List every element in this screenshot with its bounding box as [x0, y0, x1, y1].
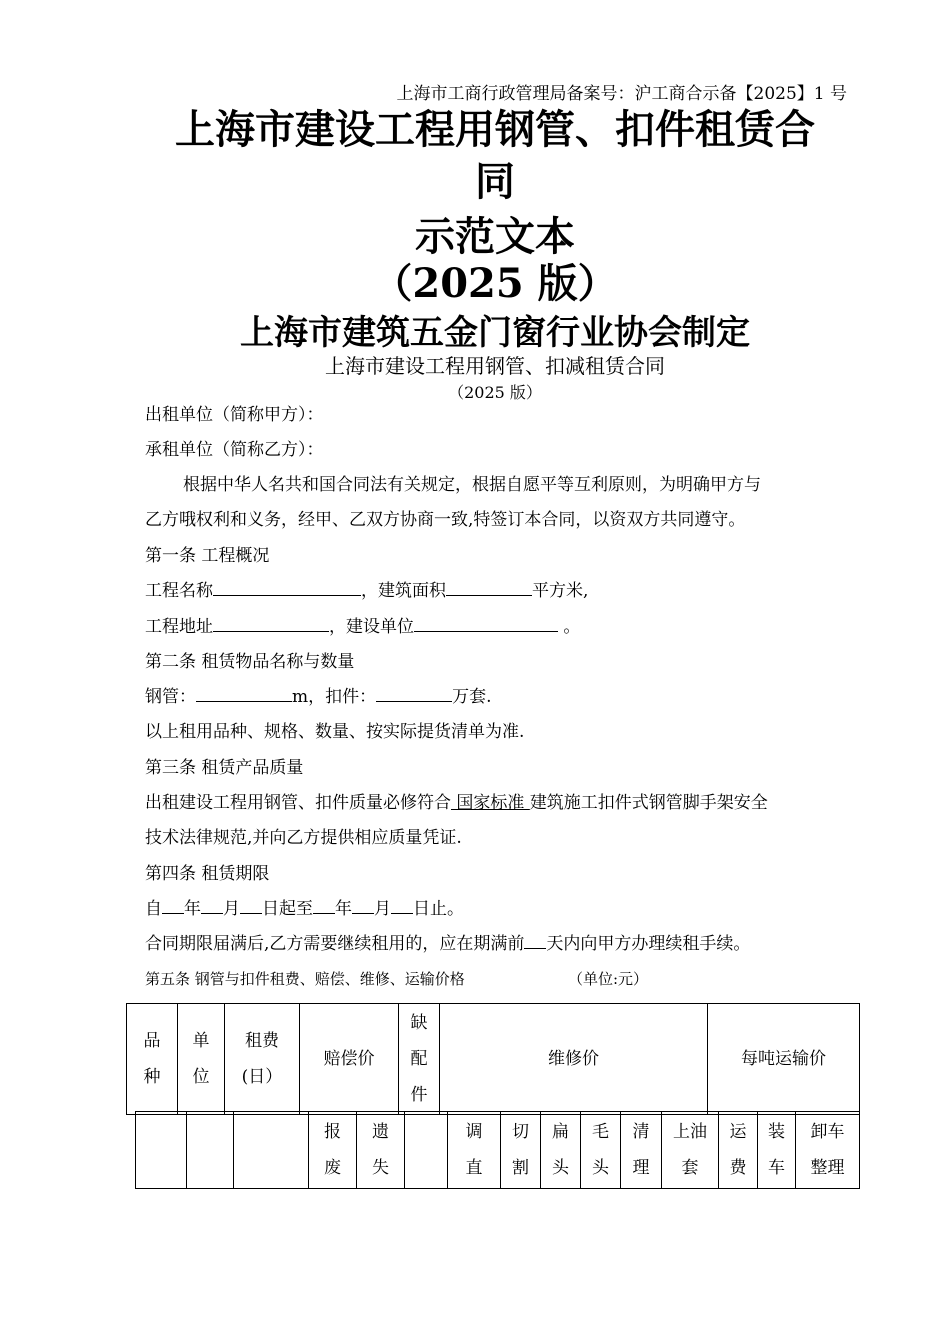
header-unit: 单 位 [178, 1004, 225, 1115]
builder-label: ，建设单位 [329, 617, 414, 637]
article-4-renewal-line [145, 927, 855, 962]
header-variety: 品 种 [127, 1004, 178, 1115]
sub-unit-cell [187, 1112, 234, 1189]
article-5-title: 第五条 钢管与扣件租费、赔偿、维修、运输价格 [145, 970, 465, 988]
end-day-blank[interactable] [391, 893, 413, 914]
price-table-header [126, 1003, 860, 1115]
party-b-line: 承租单位（简称乙方）： [145, 440, 324, 460]
project-name-label: 工程名称 [145, 581, 213, 601]
header-missing-parts: 缺 配 件 [399, 1004, 440, 1115]
article-3-title: 第三条 租赁产品质量 [145, 758, 304, 778]
project-address-blank[interactable] [213, 611, 329, 632]
sub-missing-cell [405, 1112, 448, 1189]
pipe-length-blank[interactable] [196, 681, 292, 702]
sub-variety-cell [136, 1112, 187, 1189]
subtitle-edition: （2025 版） [448, 383, 542, 402]
national-standard: 国家标准 [451, 793, 530, 813]
sub-clean: 清 理 [621, 1112, 662, 1189]
end-label: 日止。 [413, 899, 464, 919]
sub-straighten: 调 直 [448, 1112, 501, 1189]
project-name-blank[interactable] [213, 575, 361, 596]
year-label: 年 [184, 899, 201, 919]
title-line-1: 上海市建设工程用钢管、扣件租赁合 [175, 106, 815, 153]
end-year-blank[interactable] [313, 893, 335, 914]
preamble-line-1: 根据中华人名共和国合同法有关规定，根据自愿平等互利原则，为明确甲方与 [183, 475, 761, 495]
year-label-2: 年 [335, 899, 352, 919]
building-area-blank[interactable] [446, 575, 532, 596]
price-table-subheader [135, 1111, 860, 1189]
sub-loading: 装 车 [758, 1112, 796, 1189]
sub-cut: 切 割 [501, 1112, 541, 1189]
sub-burr-end: 毛 头 [581, 1112, 621, 1189]
header-compensation: 赔偿价 [300, 1004, 399, 1115]
start-month-blank[interactable] [201, 893, 223, 914]
article-3-line-2: 技术法律规范,并向乙方提供相应质量凭证. [145, 828, 462, 848]
article-2-quantity-line [145, 680, 855, 715]
sub-rent-cell [234, 1112, 309, 1189]
quality-text-a: 出租建设工程用钢管、扣件质量必修符合 [145, 793, 451, 813]
header-transport: 每吨运输价 [708, 1004, 860, 1115]
title-line-2: 同 [475, 158, 515, 205]
article-1-project-line [145, 574, 855, 609]
article-3-line-1 [145, 786, 860, 821]
end-month-blank[interactable] [352, 893, 374, 914]
fitting-unit: 万套. [452, 687, 492, 707]
title-line-3: 示范文本 [415, 213, 575, 260]
subtitle: 上海市建设工程用钢管、扣减租赁合同 [325, 354, 665, 378]
renewal-days-blank[interactable] [524, 928, 546, 949]
builder-blank[interactable] [414, 611, 558, 632]
sub-oil-sleeve: 上油 套 [662, 1112, 719, 1189]
article-5-unit: （单位:元） [568, 970, 649, 988]
organization: 上海市建筑五金门窗行业协会制定 [240, 313, 750, 353]
article-1-title: 第一条 工程概况 [145, 546, 270, 566]
renewal-text-a: 合同期限届满后,乙方需要继续租用的，应在期满前 [145, 934, 525, 954]
area-unit: 平方米, [532, 581, 589, 601]
sub-freight: 运 费 [719, 1112, 758, 1189]
sub-flat-end: 扁 头 [541, 1112, 581, 1189]
building-area-label: ，建筑面积 [361, 581, 446, 601]
article-4-period-line [145, 892, 855, 927]
article-1-address-line [145, 610, 855, 645]
sub-unloading: 卸车 整理 [796, 1112, 860, 1189]
preamble-line-2: 乙方哦权利和义务，经甲、乙双方协商一致,特签订本合同，以资双方共同遵守。 [145, 510, 746, 530]
article-4-title: 第四条 租赁期限 [145, 864, 270, 884]
header-rent: 租费 (日） [225, 1004, 300, 1115]
sentence-end: 。 [558, 617, 581, 637]
from-label: 自 [145, 899, 162, 919]
article-2-title: 第二条 租赁物品名称与数量 [145, 652, 355, 672]
article-2-note: 以上租用品种、规格、数量、按实际提货清单为准. [145, 722, 525, 742]
pipe-label: 钢管： [145, 687, 196, 707]
renewal-text-b: 天内向甲方办理续租手续。 [546, 934, 751, 954]
title-edition: （2025 版） [372, 260, 618, 307]
filing-number: 上海市工商行政管理局备案号：沪工商合示备【2025】1 号 [396, 84, 847, 104]
month-label: 月 [223, 899, 240, 919]
project-address-label: 工程地址 [145, 617, 213, 637]
sub-scrap: 报 废 [309, 1112, 357, 1189]
pipe-unit-fitting-label: m，扣件： [292, 687, 377, 707]
sub-lost: 遗 失 [357, 1112, 405, 1189]
quality-text-b: 建筑施工扣件式钢管脚手架安全 [529, 793, 768, 813]
day-from-to-label: 日起至 [262, 899, 313, 919]
fitting-count-blank[interactable] [376, 681, 452, 702]
start-day-blank[interactable] [240, 893, 262, 914]
start-year-blank[interactable] [162, 893, 184, 914]
party-a-line: 出租单位（简称甲方）： [145, 405, 324, 425]
month-label-2: 月 [374, 899, 391, 919]
header-repair: 维修价 [440, 1004, 708, 1115]
